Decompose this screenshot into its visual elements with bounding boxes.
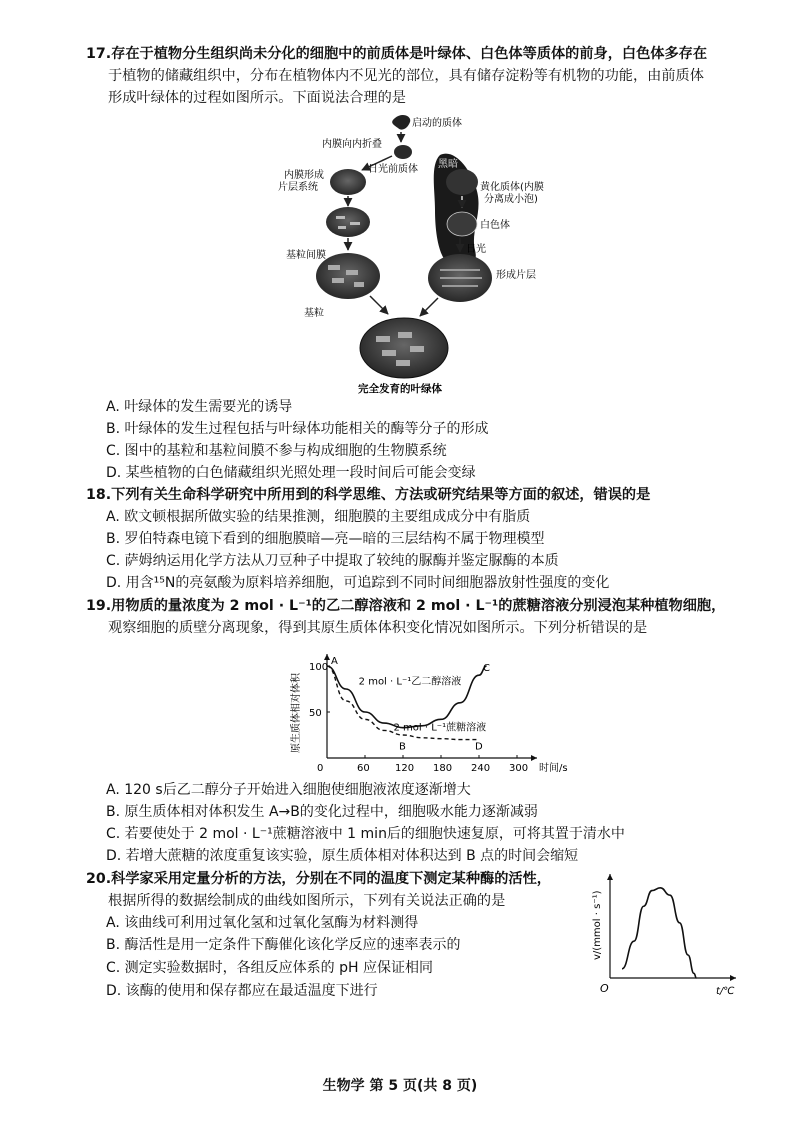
chart1-point-label: A (331, 656, 338, 667)
q17-line-3: 形成叶绿体的过程如图所示。下面说法合理的是 (108, 90, 406, 106)
page-footer: 生物学 第 5 页(共 8 页) (322, 1078, 478, 1094)
etioplast-shape (446, 169, 478, 195)
q18-line-1: 18.下列有关生命科学研究中所用到的科学思维、方法或研究结果等方面的叙述，错误的是 (86, 487, 651, 503)
chart1-legend-sucrose: 2 mol · L⁻¹蔗糖溶液 (393, 722, 487, 734)
label-sunlight-2: 日光 (466, 244, 486, 255)
proplastid-shape (394, 145, 412, 159)
chloroplast-development-figure (270, 110, 544, 400)
label-intergranal-membrane: 基粒间膜 (286, 250, 326, 261)
q20-line-2: 根据所得的数据绘制成的曲线如图所示，下列有关说法正确的是 (108, 893, 506, 909)
q20-option-a: A. 该曲线可利用过氧化氢和过氧化氢酶为材料测得 (106, 915, 419, 931)
q18-option-a: A. 欧文顿根据所做实验的结果推测，细胞膜的主要组成成分中有脂质 (106, 509, 531, 525)
chart2-origin-label: O (600, 982, 609, 995)
label-activated-plastid: 启动的质体 (412, 118, 462, 129)
chart2-y-axis-label: v/(mmol · s⁻¹) (592, 890, 603, 960)
q18-option-c: C. 萨姆纳运用化学方法从刀豆种子中提取了较纯的脲酶并鉴定脲酶的本质 (106, 553, 559, 569)
chart1-series-glycol (327, 666, 487, 728)
enzyme-activity-chart (588, 868, 748, 998)
leucoplast-shape (447, 212, 477, 236)
q17-option-c: C. 图中的基粒和基粒间膜不参与构成细胞的生物膜系统 (106, 443, 447, 459)
chart2-x-axis-label: t/℃ (716, 986, 735, 997)
chart1-point-label: B (399, 741, 406, 753)
label-inner-membrane-fold: 内膜向内折叠 (322, 139, 382, 150)
q19-option-c: C. 若要使处于 2 mol · L⁻¹蔗糖溶液中 1 min后的细胞快速复原，可将其置于清水中 (106, 826, 625, 842)
q17-option-d: D. 某些植物的白色储藏组织光照处理一段时间后可能会变绿 (106, 465, 476, 481)
label-grana: 基粒 (304, 308, 324, 319)
plastid-stage-1 (330, 169, 366, 195)
mature-chloroplast-shape (360, 318, 448, 378)
label-proplastid: 前质体 (388, 164, 418, 175)
label-leucoplast: 白色体 (480, 220, 510, 231)
label-etioplast-2: 分离成小泡) (484, 194, 538, 205)
label-lamellae-1: 内膜形成 (284, 170, 324, 181)
chart1-y-tick-label: 100 (309, 662, 329, 673)
chart2-series-curve (622, 888, 696, 978)
label-forming-lamellae: 形成片层 (496, 270, 536, 281)
label-lamellae-2: 片层系统 (278, 182, 318, 193)
chart1-y-arrow (324, 654, 330, 660)
chart1-y-axis-label: 原生质体相对体积 (291, 673, 302, 753)
q19-option-b: B. 原生质体相对体积发生 A→B的变化过程中，细胞吸水能力逐渐减弱 (106, 804, 538, 820)
protoplast-volume-chart (285, 648, 568, 778)
label-mature-chloroplast: 完全发育的叶绿体 (358, 383, 442, 395)
q19-option-d: D. 若增大蔗糖的浓度重复该实验，原生质体相对体积达到 B 点的时间会缩短 (106, 848, 579, 864)
q20-option-c: C. 测定实验数据时，各组反应体系的 pH 应保证相同 (106, 960, 433, 976)
q17-option-b: B. 叶绿体的发生过程包括与叶绿体功能相关的酶等分子的形成 (106, 421, 489, 437)
chart1-x-arrow (531, 755, 537, 761)
activated-plastid-shape (392, 115, 410, 130)
q20-line-1: 20.科学家采用定量分析的方法，分别在不同的温度下测定某种酶的活性， (86, 871, 551, 887)
q20-option-d: D. 该酶的使用和保存都应在最适温度下进行 (106, 983, 378, 999)
q18-option-b: B. 罗伯特森电镜下看到的细胞膜暗—亮—暗的三层结构不属于物理模型 (106, 531, 545, 547)
q19-option-a: A. 120 s后乙二醇分子开始进入细胞使细胞液浓度逐渐增大 (106, 782, 471, 798)
chart1-x-tick-label: 180 (433, 763, 453, 774)
label-sunlight-1: 日光 (368, 164, 388, 175)
plastid-stage-2 (326, 207, 370, 237)
chart1-point-label: D (475, 741, 483, 753)
q17-option-a: A. 叶绿体的发生需要光的诱导 (106, 399, 293, 415)
chart1-x-tick-label: 60 (357, 763, 370, 774)
chart1-x-tick-label: 300 (509, 763, 529, 774)
q19-line-2: 观察细胞的质壁分离现象，得到其原生质体体积变化情况如图所示。下列分析错误的是 (108, 620, 648, 636)
chart1-x-tick-label: 240 (471, 763, 491, 774)
chart1-x-axis-label: 时间/s (539, 763, 568, 774)
q20-option-b: B. 酶活性是用一定条件下酶催化该化学反应的速率表示的 (106, 937, 461, 953)
q18-option-d: D. 用含¹⁵N的亮氨酸为原料培养细胞，可追踪到不同时间细胞器放射性强度的变化 (106, 575, 610, 591)
chart1-legend-glycol: 2 mol · L⁻¹乙二醇溶液 (358, 676, 462, 688)
chart1-point-label: C (483, 663, 490, 675)
chart1-x-tick-label: 120 (395, 763, 415, 774)
chart1-y-tick-label: 50 (309, 708, 322, 719)
chart2-x-arrow (730, 975, 736, 981)
chart1-x-tick-label: 0 (317, 763, 324, 774)
q17-line-2: 于植物的储藏组织中，分布在植物体内不见光的部位，具有储存淀粉等有机物的功能，由前质体 (108, 68, 704, 84)
q19-line-1: 19.用物质的量浓度为 2 mol · L⁻¹的乙二醇溶液和 2 mol · L⁻¹的蔗糖溶液分别浸泡某种植物细胞， (86, 598, 726, 614)
label-etioplast-1: 黄化质体(内膜 (480, 182, 544, 193)
q17-line-1: 17.存在于植物分生组织尚未分化的细胞中的前质体是叶绿体、白色体等质体的前身，白色体多存在 (86, 46, 708, 62)
label-darkness: 黑暗 (438, 159, 458, 170)
chart2-y-arrow (607, 874, 613, 880)
